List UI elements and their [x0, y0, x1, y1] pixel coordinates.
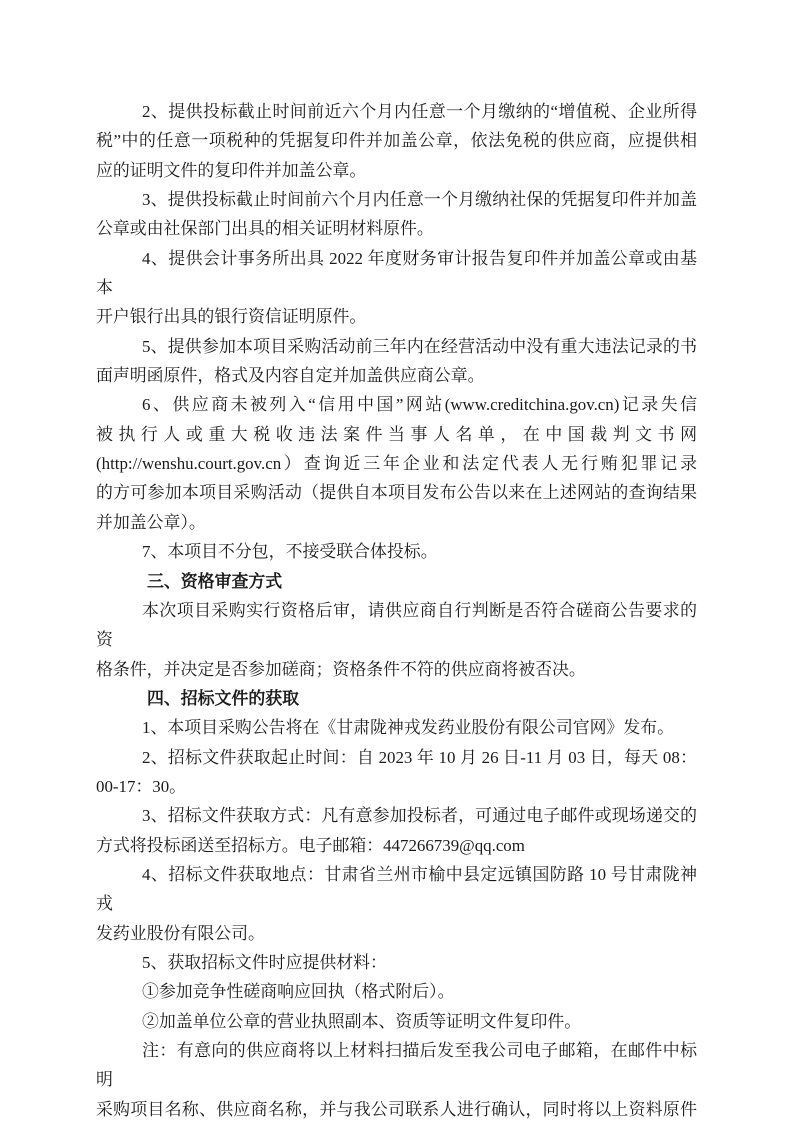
text-line: 3、提供投标截止时间前六个月内任意一个月缴纳社保的凭据复印件并加盖: [142, 190, 697, 210]
text-line: 的方可参加本项目采购活动（提供自本项目发布公告以来在上述网站的查询结果: [96, 483, 697, 503]
text-line: 7、本项目不分包，不接受联合体投标。: [142, 542, 438, 562]
text-line: 被执行人或重大税收违法案件当事人名单，在中国裁判文书网: [96, 424, 697, 444]
text-line: ②加盖单位公章的营业执照副本、资质等证明文件复印件。: [142, 1011, 582, 1031]
text-line: (http://wenshu.court.gov.cn）查询近三年企业和法定代表人无行贿犯罪记录: [96, 454, 697, 474]
text-line: 本次项目采购实行资格后审，请供应商自行判断是否符合磋商公告要求的资: [96, 600, 697, 650]
text-line: 税”中的任意一项税种的凭据复印件并加盖公章，依法免税的供应商，应提供相: [96, 131, 697, 151]
text-line: 6、供应商未被列入“信用中国”网站(www.creditchina.gov.cn)记录失信: [142, 395, 697, 415]
document-body: [96, 97, 697, 1122]
text-line: 3、招标文件获取方式：凡有意参加投标者，可通过电子邮件或现场递交的: [142, 806, 697, 826]
section-heading: 三、资格审查方式: [147, 571, 283, 591]
text-line: 5、提供参加本项目采购活动前三年内在经营活动中没有重大违法记录的书: [142, 336, 697, 356]
text-line: 2、招标文件获取起止时间：自 2023 年 10 月 26 日-11 月 03 日，每天 08：: [142, 747, 697, 767]
text-line: 采购项目名称、供应商名称，并与我公司联系人进行确认，同时将以上资料原件: [96, 1099, 697, 1119]
text-line: 2、提供投标截止时间前近六个月内任意一个月缴纳的“增值税、企业所得: [142, 102, 697, 121]
text-line: 4、招标文件获取地点：甘肃省兰州市榆中县定远镇国防路 10 号甘肃陇神戎: [96, 864, 697, 914]
text-line: 4、提供会计事务所出具 2022 年度财务审计报告复印件并加盖公章或由基本: [96, 248, 697, 298]
text-line: 格条件，并决定是否参加磋商；资格条件不符的供应商将被否决。: [96, 659, 586, 679]
text-line: 面声明函原件，格式及内容自定并加盖供应商公章。: [96, 366, 485, 386]
text-line: ①参加竞争性磋商响应回执（格式附后）。: [142, 982, 455, 1002]
text-line: 并加盖公章）。: [96, 512, 206, 532]
text-line: 注：有意向的供应商将以上材料扫描后发至我公司电子邮箱，在邮件中标明: [96, 1041, 697, 1090]
text-line: 发药业股份有限公司。: [96, 923, 265, 943]
text-line: 开户银行出具的银行资信证明原件。: [96, 307, 367, 327]
text-line: 方式将投标函送至招标方。电子邮箱：447266739@qq.com: [96, 835, 525, 855]
text-line: 应的证明文件的复印件并加盖公章。: [96, 160, 367, 180]
section-heading: 四、招标文件的获取: [147, 688, 300, 708]
text-line: 1、本项目采购公告将在《甘肃陇神戎发药业股份有限公司官网》发布。: [142, 718, 675, 738]
text-line: 00-17：30。: [96, 776, 187, 796]
text-line: 公章或由社保部门出具的相关证明材料原件。: [96, 219, 434, 239]
text-line: 5、获取招标文件时应提供材料：: [142, 952, 387, 972]
